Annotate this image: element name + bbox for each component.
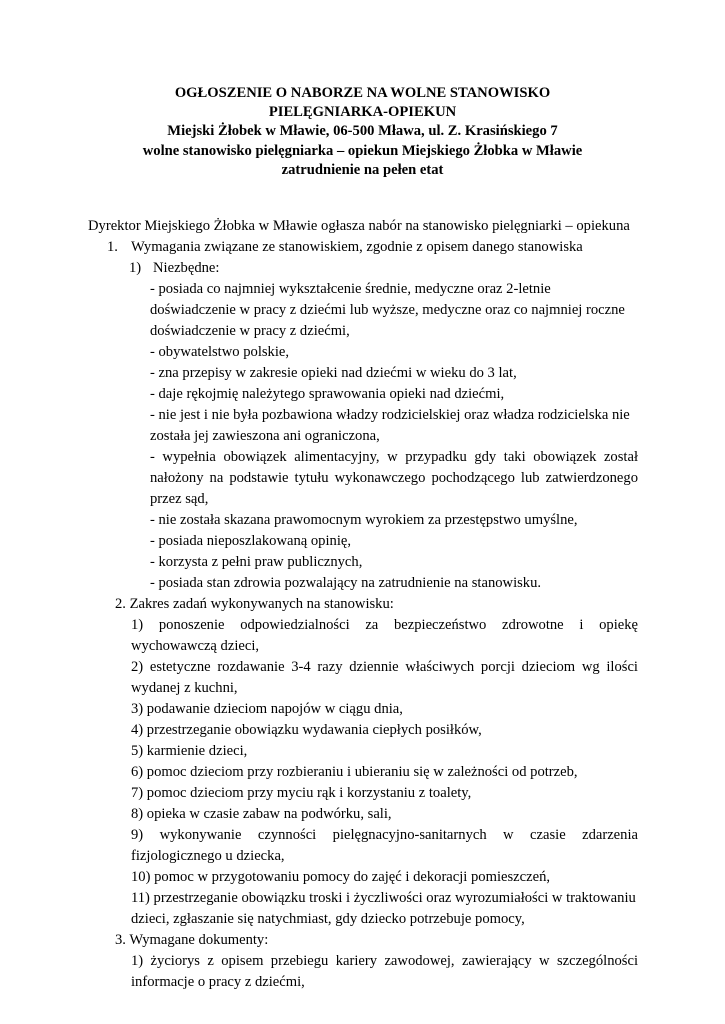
requirement-line: - nie jest i nie była pozbawiona władzy rodzicielskiej oraz władza rodzicielska nie bbox=[150, 407, 630, 423]
task-line: wychowawczą dzieci, bbox=[131, 638, 260, 654]
document-line: 1) życiorys z opisem przebiegu kariery zawodowej, zawierający w szczególności bbox=[131, 953, 638, 969]
requirement-line: - posiada nieposzlakowaną opinię, bbox=[150, 533, 352, 549]
task-line: fizjologicznego u dziecka, bbox=[131, 848, 285, 864]
task-line: 9) wykonywanie czynności pielęgnacyjno-sanitarnych w czasie zdarzenia bbox=[131, 827, 638, 843]
task-line: 6) pomoc dzieciom przy rozbieraniu i ubieraniu się w zależności od potrzeb, bbox=[131, 764, 578, 780]
section1-subsection-title: Niezbędne: bbox=[153, 260, 220, 276]
task-line: 10) pomoc w przygotowaniu pomocy do zajęć i dekoracji pomieszczeń, bbox=[131, 869, 551, 885]
section2-title: 2. Zakres zadań wykonywanych na stanowisku: bbox=[115, 596, 394, 612]
section1-title: Wymagania związane ze stanowiskiem, zgodnie z opisem danego stanowiska bbox=[131, 239, 583, 255]
requirement-line: została jej zawieszona ani ograniczona, bbox=[150, 428, 380, 444]
requirement-line: przez sąd, bbox=[150, 491, 209, 507]
task-line: 3) podawanie dzieciom napojów w ciągu dnia, bbox=[131, 701, 403, 717]
task-line: dzieci, zgłaszanie się natychmiast, gdy dziecko potrzebuje pomocy, bbox=[131, 911, 525, 927]
requirement-line: - obywatelstwo polskie, bbox=[150, 344, 290, 360]
task-line: 7) pomoc dzieciom przy myciu rąk i korzystaniu z toalety, bbox=[131, 785, 472, 801]
task-line: 2) estetyczne rozdawanie 3-4 razy dziennie właściwych porcji dzieciom wg ilości bbox=[131, 659, 638, 675]
task-line: wydanej z kuchni, bbox=[131, 680, 238, 696]
requirement-line: doświadczenie w pracy z dziećmi lub wyższe, medyczne oraz co najmniej roczne bbox=[150, 302, 625, 318]
task-line: 4) przestrzeganie obowiązku wydawania ciepłych posiłków, bbox=[131, 722, 482, 738]
announcement-header bbox=[60, 84, 665, 180]
task-line: 11) przestrzeganie obowiązku troski i życzliwości oraz wyrozumiałości w traktowaniu bbox=[131, 890, 636, 906]
header-position-line: PIELĘGNIARKA-OPIEKUN bbox=[268, 104, 457, 121]
header-employment-line: zatrudnienie na pełen etat bbox=[281, 161, 444, 178]
header-address-line: Miejski Żłobek w Mławie, 06-500 Mława, ul. Z. Krasińskiego 7 bbox=[167, 123, 558, 140]
requirement-line: doświadczenie w pracy z dziećmi, bbox=[150, 323, 350, 339]
section3-title: 3. Wymagane dokumenty: bbox=[115, 932, 269, 948]
requirement-line: - wypełnia obowiązek alimentacyjny, w przypadku gdy taki obowiązek został bbox=[150, 449, 638, 465]
requirement-line: - nie została skazana prawomocnym wyrokiem za przestępstwo umyślne, bbox=[150, 512, 578, 528]
requirement-line: - posiada stan zdrowia pozwalający na zatrudnienie na stanowisku. bbox=[150, 575, 542, 591]
header-vacancy-line: wolne stanowisko pielęgniarka – opiekun Miejskiego Żłobka w Mławie bbox=[142, 142, 583, 159]
requirement-line: - daje rękojmię należytego sprawowania opieki nad dziećmi, bbox=[150, 386, 505, 402]
header-title-line: OGŁOSZENIE O NABORZE NA WOLNE STANOWISKO bbox=[174, 85, 551, 101]
requirement-line: - zna przepisy w zakresie opieki nad dziećmi w wieku do 3 lat, bbox=[150, 365, 517, 381]
task-line: 8) opieka w czasie zabaw na podwórku, sali, bbox=[131, 806, 392, 822]
intro-paragraph: Dyrektor Miejskiego Żłobka w Mławie ogłasza nabór na stanowisko pielęgniarki – opiekuna bbox=[88, 218, 630, 234]
requirement-line: nałożony na podstawie tytułu wykonawczego pochodzącego lub zatwierdzonego bbox=[150, 470, 638, 486]
document-line: informacje o pracy z dziećmi, bbox=[131, 974, 305, 990]
task-line: 1) ponoszenie odpowiedzialności za bezpieczeństwo zdrowotne i opiekę bbox=[131, 617, 638, 633]
requirement-line: - korzysta z pełni praw publicznych, bbox=[150, 554, 363, 570]
task-line: 5) karmienie dzieci, bbox=[131, 743, 248, 759]
requirement-line: - posiada co najmniej wykształcenie średnie, medyczne oraz 2-letnie bbox=[150, 281, 551, 297]
section1-number: 1. bbox=[107, 239, 118, 255]
section1-subsection-number: 1) bbox=[129, 260, 142, 276]
